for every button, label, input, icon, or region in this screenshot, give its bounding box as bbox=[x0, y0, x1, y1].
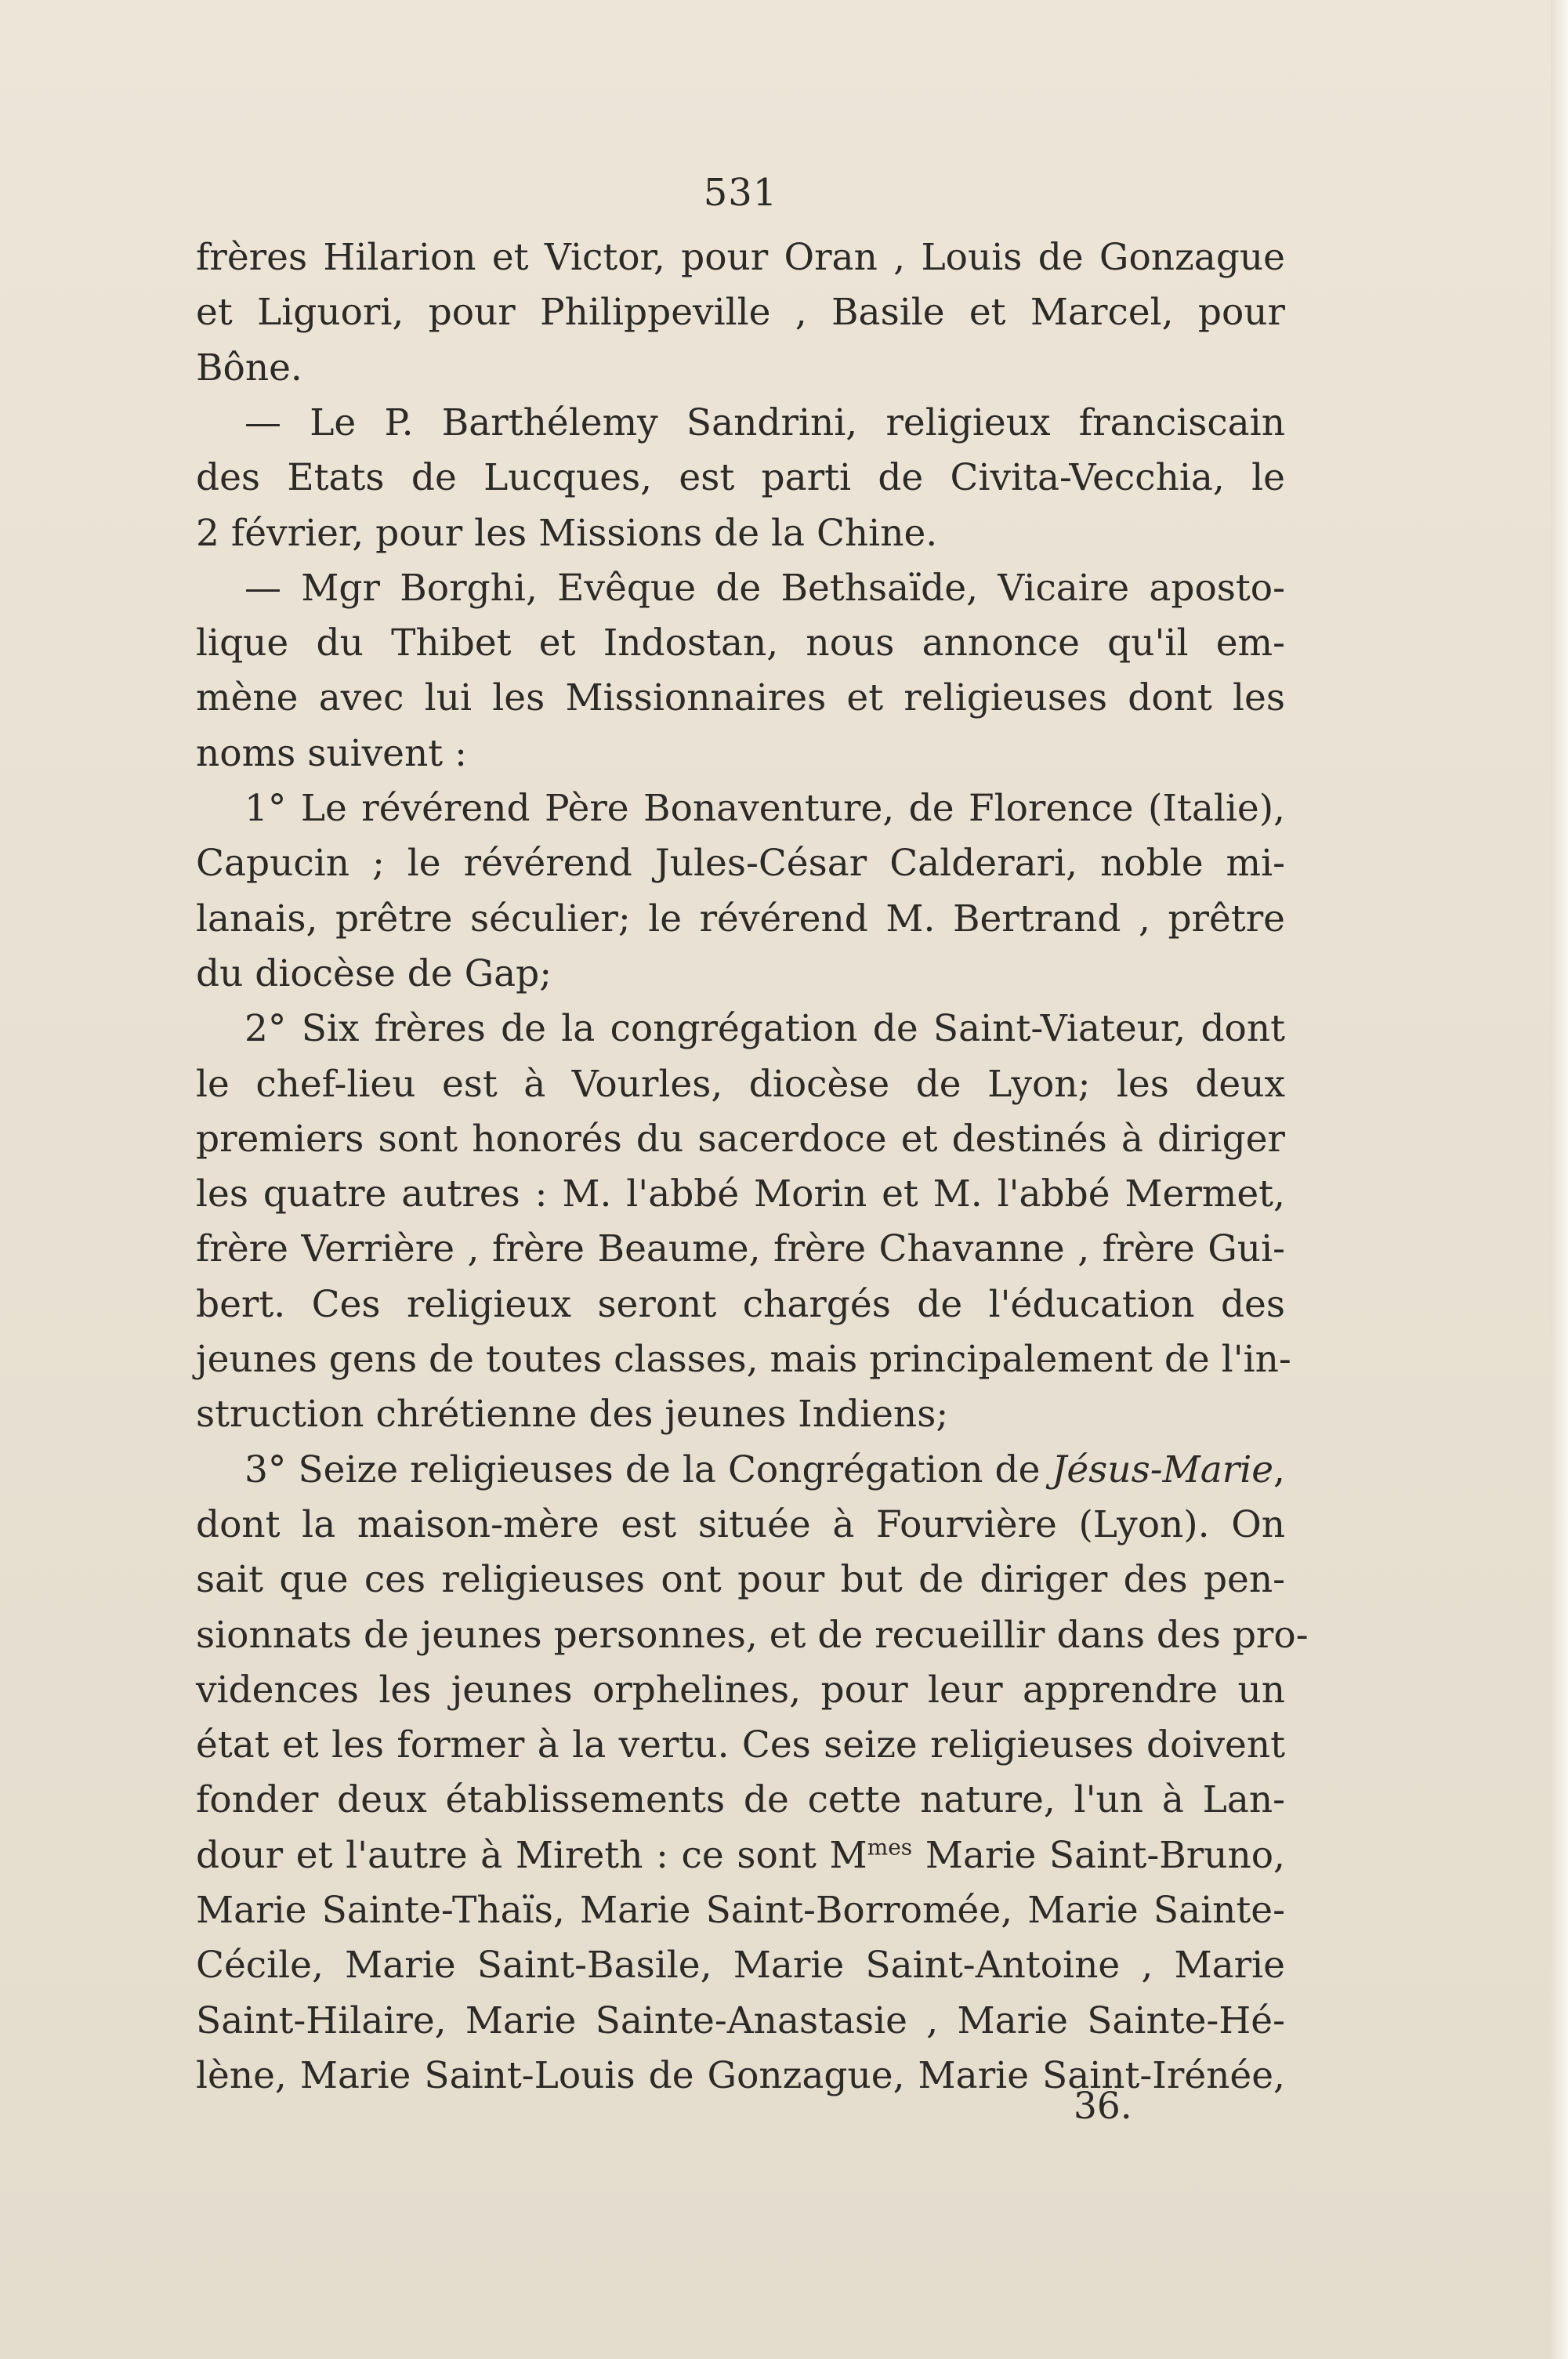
line-text: Capucin ; le révérend Jules-César Calderari, noble mi- bbox=[196, 842, 1285, 886]
line-text: 3° Seize religieuses de la Congrégation de bbox=[244, 1448, 1052, 1491]
line-text: 1° Le révérend Père Bonaventure, de Florence (Italie), bbox=[244, 787, 1285, 830]
text-line bbox=[196, 1167, 1285, 1222]
line-text: dont la maison-mère est située à Fourvière (Lyon). On bbox=[196, 1502, 1285, 1546]
text-line bbox=[196, 727, 1285, 781]
text-line bbox=[196, 1994, 1285, 2049]
line-text: Cécile, Marie Saint-Basile, Marie Saint-Antoine , Marie bbox=[196, 1944, 1285, 1988]
line-text: , bbox=[1273, 1448, 1285, 1491]
line-text: lène, Marie Saint-Louis de Gonzague, Marie Saint-Irénée, bbox=[196, 2053, 1285, 2097]
line-text: fonder deux établissements de cette nature, l'un à Lan- bbox=[196, 1778, 1285, 1822]
line-text: Bône. bbox=[196, 346, 302, 390]
line-text: et Liguori, pour Philippeville , Basile et Marcel, pour bbox=[196, 291, 1285, 335]
line-text: Marie Saint-Bruno, bbox=[912, 1833, 1285, 1877]
text-line bbox=[196, 781, 1285, 836]
line-text: sait que ces religieuses ont pour but de diriger des pen- bbox=[196, 1558, 1285, 1602]
text-line bbox=[196, 561, 1285, 616]
line-text: noms suivent : bbox=[196, 731, 467, 775]
text-line bbox=[196, 616, 1285, 671]
signature-mark: 36. bbox=[1074, 2085, 1132, 2128]
line-text: lanais, prêtre séculier; le révérend M. Bertrand , prêtre bbox=[196, 897, 1285, 940]
line-text: 2° Six frères de la congrégation de Saint-Viateur, dont bbox=[244, 1007, 1285, 1051]
text-line bbox=[196, 1443, 1285, 1498]
text-line bbox=[196, 1608, 1309, 1663]
line-text: — Mgr Borghi, Evêque de Bethsaïde, Vicaire aposto- bbox=[244, 566, 1285, 610]
text-line bbox=[196, 1498, 1285, 1553]
line-text: premiers sont honorés du sacerdoce et destinés à diriger bbox=[196, 1117, 1285, 1161]
text-line bbox=[196, 1002, 1285, 1056]
text-line bbox=[196, 947, 1285, 1002]
text-line bbox=[196, 506, 1285, 561]
line-text: struction chrétienne des jeunes Indiens; bbox=[196, 1393, 949, 1437]
text-line bbox=[196, 1332, 1291, 1387]
page-edge bbox=[1551, 0, 1568, 2359]
text-line bbox=[196, 1057, 1285, 1112]
line-text: jeunes gens de toutes classes, mais principalement de l'in- bbox=[196, 1338, 1291, 1381]
line-text: dour et l'autre à Mireth : ce sont M bbox=[196, 1833, 867, 1877]
text-line bbox=[196, 1828, 1285, 1883]
text-line bbox=[196, 1938, 1285, 1993]
text-line bbox=[196, 1883, 1285, 1938]
text-line bbox=[196, 1277, 1285, 1332]
line-text: le chef-lieu est à Vourles, diocèse de Lyon; les deux bbox=[196, 1062, 1285, 1106]
page-number: 531 bbox=[703, 171, 778, 215]
line-text: frères Hilarion et Victor, pour Oran , Louis de Gonzague bbox=[196, 236, 1285, 279]
line-text: lique du Thibet et Indostan, nous annonce qu'il em- bbox=[196, 621, 1285, 665]
line-text: — Le P. Barthélemy Sandrini, religieux franciscain bbox=[244, 400, 1285, 444]
text-line bbox=[196, 230, 1285, 285]
line-text: bert. Ces religieux seront chargés de l'éducation des bbox=[196, 1282, 1285, 1326]
line-text: vidences les jeunes orphelines, pour leur apprendre un bbox=[196, 1668, 1285, 1712]
line-text: du diocèse de Gap; bbox=[196, 951, 552, 995]
text-line bbox=[196, 451, 1285, 506]
text-line bbox=[196, 836, 1285, 891]
line-text: état et les former à la vertu. Ces seize religieuses doivent bbox=[196, 1723, 1285, 1767]
line-text: Marie Sainte-Thaïs, Marie Saint-Borromée, Marie Sainte- bbox=[196, 1889, 1285, 1932]
line-text: frère Verrière , frère Beaume, frère Chavanne , frère Gui- bbox=[196, 1227, 1285, 1271]
text-line bbox=[196, 671, 1285, 726]
text-line bbox=[196, 1663, 1285, 1718]
line-text: sionnats de jeunes personnes, et de recueillir dans des pro- bbox=[196, 1613, 1309, 1657]
italic-text: Jésus-Marie bbox=[1052, 1448, 1274, 1491]
text-line bbox=[196, 1773, 1285, 1828]
superscript-text: mes bbox=[867, 1834, 913, 1861]
text-line bbox=[196, 341, 1285, 396]
line-text: mène avec lui les Missionnaires et religieuses dont les bbox=[196, 676, 1285, 720]
text-line bbox=[196, 1222, 1285, 1277]
text-line bbox=[196, 892, 1285, 947]
text-line bbox=[196, 1387, 1285, 1442]
text-line bbox=[196, 396, 1285, 451]
line-text: des Etats de Lucques, est parti de Civita-Vecchia, le bbox=[196, 456, 1285, 500]
line-text: les quatre autres : M. l'abbé Morin et M. l'abbé Mermet, bbox=[196, 1172, 1285, 1216]
line-text: Saint-Hilaire, Marie Sainte-Anastasie , Marie Sainte-Hé- bbox=[196, 1998, 1285, 2042]
text-line bbox=[196, 285, 1285, 340]
text-line bbox=[196, 1718, 1285, 1773]
line-text: 2 février, pour les Missions de la Chine. bbox=[196, 511, 938, 555]
text-line bbox=[196, 1112, 1285, 1167]
text-line bbox=[196, 1553, 1285, 1607]
